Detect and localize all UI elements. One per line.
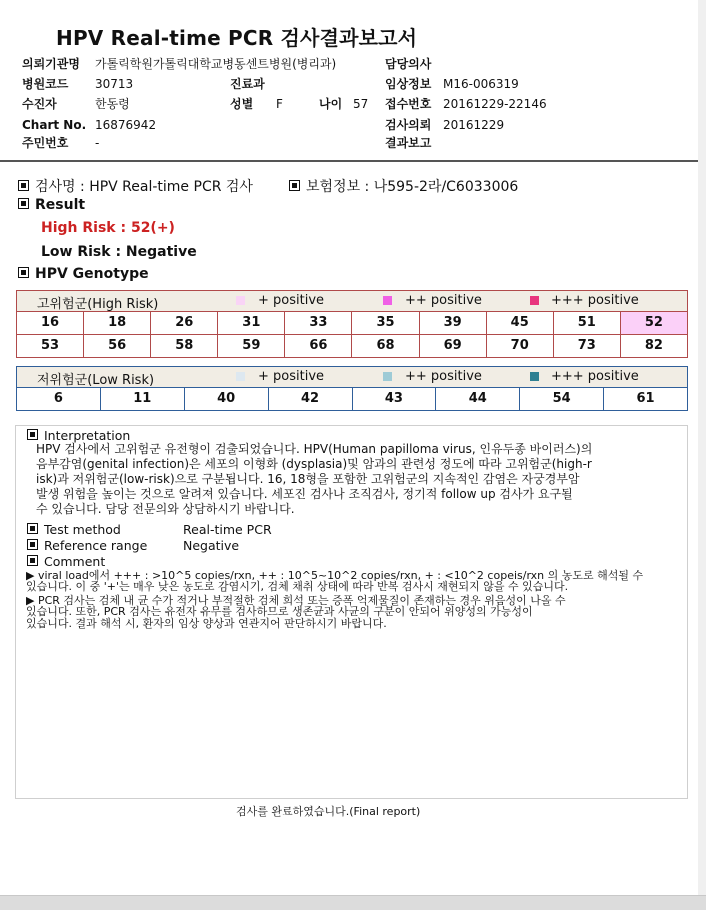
legend-swatch-low xyxy=(236,296,245,305)
high-risk-genotype-cell: 70 xyxy=(486,335,553,357)
reference-range-value: Negative xyxy=(183,538,240,553)
bullet-square-icon xyxy=(27,539,38,550)
high-risk-genotype-cell: 51 xyxy=(553,312,620,334)
high-risk-label: 고위험군(High Risk) xyxy=(37,297,159,312)
bullet-square-icon xyxy=(18,180,29,191)
hospital-code-label: 병원코드 xyxy=(22,77,69,91)
high-risk-genotype-cell: 52 xyxy=(620,312,687,334)
comment-line: ▶ PCR 검사는 검체 내 균 수가 적거나 부적절한 검체 희석 또는 증폭 억제물질이 존재하는 경우 위음성이 나올 수 xyxy=(26,594,566,607)
high-risk-genotype-cell: 16 xyxy=(41,315,60,330)
comment-line: ▶ viral load에서 +++ : >10^5 copies/rxn, ++ : 10^5~10^2 copies/rxn, + : <10^2 copeis/rxn 의 농도로 해석될 수 xyxy=(26,569,644,582)
legend-plus-plus: ++ positive xyxy=(405,293,482,308)
patient-value: 한동령 xyxy=(95,97,130,111)
bullet-square-icon xyxy=(27,429,38,440)
high-risk-row-1 xyxy=(17,311,687,334)
age-label: 나이 xyxy=(319,97,343,111)
test-method-value: Real-time PCR xyxy=(183,522,272,537)
sex-value: F xyxy=(276,97,283,111)
department-label: 진료과 xyxy=(230,77,265,91)
high-risk-genotype-cell: 59 xyxy=(217,335,284,357)
high-risk-genotype-cell: 56 xyxy=(83,335,150,357)
bullet-square-icon xyxy=(18,267,29,278)
high-risk-legend-header xyxy=(17,291,687,311)
legend-plus-plus-plus: +++ positive xyxy=(551,293,639,308)
low-risk-result: Low Risk : Negative xyxy=(41,244,197,260)
interpretation-line: HPV 검사에서 고위험군 유전형이 검출되었습니다. HPV(Human papilloma virus, 인유두종 바이러스)의 xyxy=(36,442,593,456)
legend-swatch-mid xyxy=(383,372,392,381)
high-risk-genotype-cell: 73 xyxy=(553,335,620,357)
low-risk-genotype-cell: 42 xyxy=(268,388,352,410)
low-risk-genotype-cell: 44 xyxy=(435,388,519,410)
comment-heading: Comment xyxy=(27,554,105,569)
request-date-value: 20161229 xyxy=(443,118,505,132)
high-risk-genotype-cell: 39 xyxy=(419,312,486,334)
low-risk-genotype-cell: 43 xyxy=(352,388,436,410)
interpretation-box xyxy=(15,425,688,799)
legend-swatch-mid xyxy=(383,296,392,305)
hospital-value: 가톨릭학원가톨릭대학교병동센트병원(병리과) xyxy=(95,57,337,71)
low-risk-genotype-cell: 40 xyxy=(184,388,268,410)
receipt-value: 20161229-22146 xyxy=(443,97,547,111)
comment-line: 있습니다. 이 중 '+'는 매우 낮은 농도로 감염시기, 검체 채취 상태에 따라 반복 검사시 재현되지 않을 수 있습니다. xyxy=(26,580,569,593)
test-name: 검사명 : HPV Real-time PCR 검사 xyxy=(18,176,253,196)
hospital-code-value: 30713 xyxy=(95,77,134,91)
high-risk-genotype-table xyxy=(16,290,688,358)
bullet-square-icon xyxy=(27,523,38,534)
legend-plus: + positive xyxy=(258,293,325,308)
interpretation-line: 발생 위험을 높이는 것으로 알려져 있습니다. 세포진 검사나 조직검사, 정기적 follow up 검사가 요구될 xyxy=(36,487,573,501)
high-risk-genotype-cell: 33 xyxy=(284,312,351,334)
high-risk-genotype-cell: 31 xyxy=(217,312,284,334)
comment-line: 있습니다. 또한, PCR 검사는 유전자 유무를 검사하므로 생존균과 사균의 구분이 안되어 위양성의 가능성이 xyxy=(26,605,533,618)
high-risk-genotype-cell: 82 xyxy=(620,335,687,357)
receipt-label: 접수번호 xyxy=(385,97,432,111)
high-risk-result: High Risk : 52(+) xyxy=(41,220,175,236)
high-risk-genotype-cell: 18 xyxy=(83,312,150,334)
bullet-square-icon xyxy=(289,180,300,191)
high-risk-genotype-cell: 68 xyxy=(351,335,418,357)
low-risk-label: 저위험군(Low Risk) xyxy=(37,373,155,388)
sex-label: 성별 xyxy=(230,97,254,111)
chart-no-value: 16876942 xyxy=(95,118,157,132)
clinical-info-label: 임상정보 xyxy=(385,77,432,91)
high-risk-genotype-cell: 26 xyxy=(150,312,217,334)
insurance-info: 보험정보 : 나595-2라/C6033006 xyxy=(289,176,518,196)
legend-swatch-high xyxy=(530,372,539,381)
header-divider xyxy=(0,160,698,162)
high-risk-row-2 xyxy=(17,334,687,357)
bullet-square-icon xyxy=(27,555,38,566)
chart-no-label: Chart No. xyxy=(22,118,87,132)
horizontal-scrollbar[interactable] xyxy=(0,895,706,910)
resident-id-value: - xyxy=(95,136,100,150)
interpretation-line: isk)과 저위험군(low-risk)으로 구분됩니다. 16, 18형을 포함한 고위험군의 지속적인 감염은 자궁경부암 xyxy=(36,472,580,486)
legend-plus-plus: ++ positive xyxy=(405,369,482,384)
high-risk-genotype-cell: 58 xyxy=(150,335,217,357)
request-date-label: 검사의뢰 xyxy=(385,118,432,132)
resident-id-label: 주민번호 xyxy=(22,136,69,150)
genotype-heading: HPV Genotype xyxy=(18,266,149,282)
test-method-label: Test method xyxy=(27,522,121,537)
legend-swatch-high xyxy=(530,296,539,305)
age-value: 57 xyxy=(353,97,369,111)
result-heading: Result xyxy=(18,197,85,213)
low-risk-legend-header xyxy=(17,367,687,387)
high-risk-genotype-cell: 35 xyxy=(351,312,418,334)
low-risk-genotype-cell: 6 xyxy=(53,391,63,406)
low-risk-genotype-cell: 61 xyxy=(603,388,687,410)
reference-range-label: Reference range xyxy=(27,538,147,553)
doctor-label: 담당의사 xyxy=(385,57,432,71)
low-risk-genotype-cell: 11 xyxy=(100,388,184,410)
patient-label: 수진자 xyxy=(22,97,57,111)
hospital-label: 의뢰기관명 xyxy=(22,57,80,71)
low-risk-genotype-cell: 54 xyxy=(519,388,603,410)
high-risk-genotype-cell: 66 xyxy=(284,335,351,357)
high-risk-genotype-cell: 45 xyxy=(486,312,553,334)
final-report-note: 검사를 완료하였습니다.(Final report) xyxy=(236,805,421,818)
legend-plus: + positive xyxy=(258,369,325,384)
interpretation-line: 수 있습니다. 담당 전문의와 상담하시기 바랍니다. xyxy=(36,502,295,516)
interpretation-text xyxy=(36,442,681,517)
report-title: HPV Real-time PCR 검사결과보고서 xyxy=(56,26,418,50)
interpretation-line: 음부감염(genital infection)은 세포의 이형화 (dysplasia)및 암과의 관련성 정도에 따라 고위험군(high-r xyxy=(36,457,592,471)
comment-line: 있습니다. 결과 해석 시, 환자의 임상 양상과 연관지어 판단하시기 바랍니다. xyxy=(26,617,387,630)
report-date-label: 결과보고 xyxy=(385,136,432,150)
interpretation-heading: Interpretation xyxy=(27,428,130,443)
low-risk-genotype-table xyxy=(16,366,688,411)
vertical-scrollbar[interactable] xyxy=(698,0,706,896)
high-risk-genotype-cell: 69 xyxy=(419,335,486,357)
legend-swatch-low xyxy=(236,372,245,381)
bullet-square-icon xyxy=(18,198,29,209)
legend-plus-plus-plus: +++ positive xyxy=(551,369,639,384)
clinical-info-value: M16-006319 xyxy=(443,77,519,91)
low-risk-row-1 xyxy=(17,387,687,410)
high-risk-genotype-cell: 53 xyxy=(41,338,60,353)
